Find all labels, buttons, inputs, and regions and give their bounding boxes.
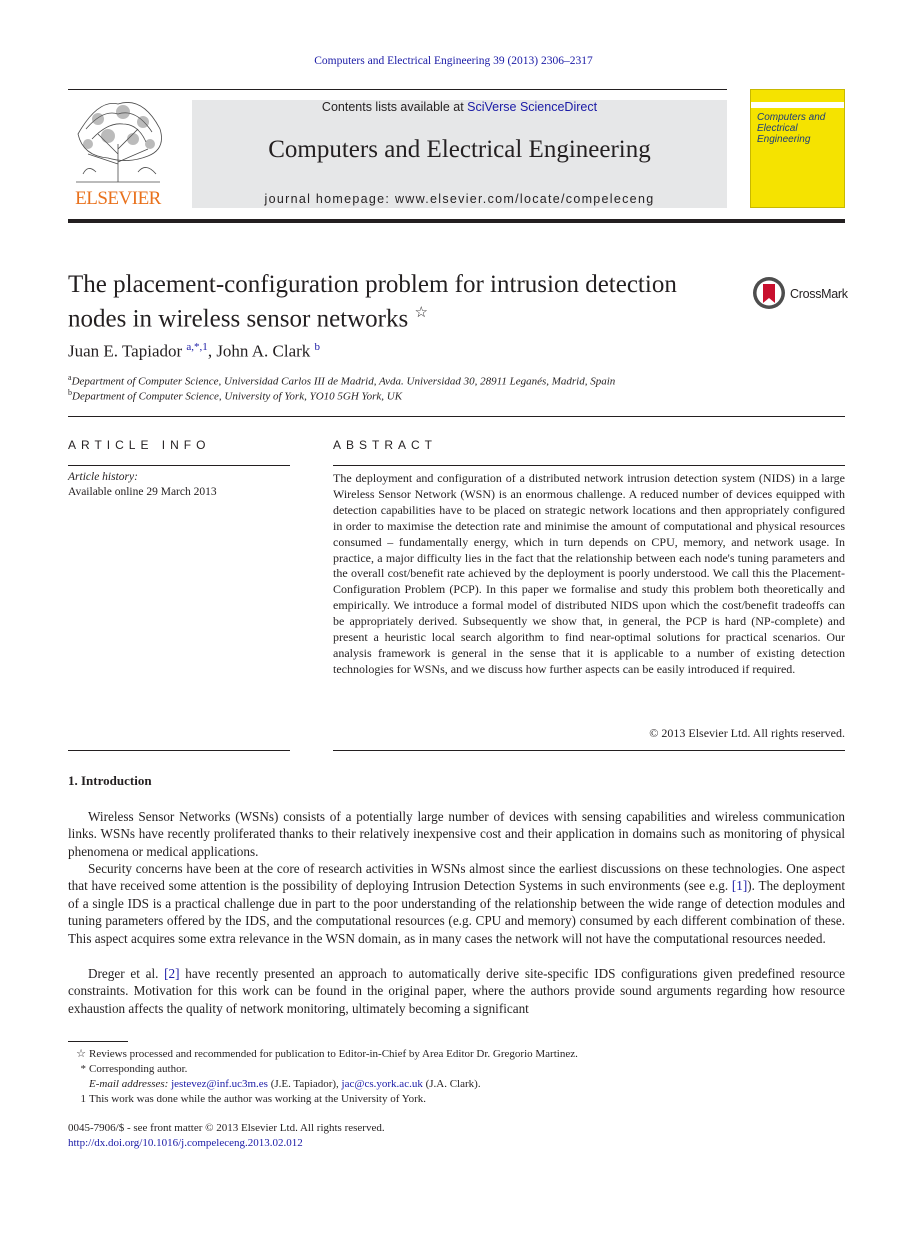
body-paragraph-1 [68,808,845,860]
journal-cover-thumbnail [750,89,845,208]
cover-title: Computers and Electrical Engineering [757,112,826,145]
article-history-value: Available online 29 March 2013 [68,486,217,498]
article-info-bottom-rule [68,750,290,751]
footnote-star-text: Reviews processed and recommended for publication to Editor-in-Chief by Area Editor Dr. Gregorio Martinez. [89,1048,578,1060]
affiliation-b-text: Department of Computer Science, University of York, YO10 5GH York, UK [72,390,403,403]
header-thick-rule [68,219,845,223]
body-paragraph-3 [68,965,845,1017]
journal-title: Computers and Electrical Engineering [268,136,651,163]
author-separator: , [207,341,217,361]
footnote-star [68,1047,845,1061]
paragraph-1-text: Wireless Sensor Networks (WSNs) consists of a potentially large number of devices with sensing capabilities and wireless communication links. WSNs have recently proliferated thanks to their relatively inexpensive cost and their application in domains such as monitoring of physical phenomena or medical applications. [68,809,845,859]
citation-2-link[interactable]: [2] [164,966,180,981]
article-title [68,270,728,333]
footnote-rule [68,1041,128,1042]
affiliation-b [68,388,402,403]
homepage-url[interactable]: www.elsevier.com/locate/compeleceng [394,192,655,206]
affiliation-b-mark: b [68,388,72,397]
article-info-heading: ARTICLE INFO [68,438,211,452]
affiliation-a [68,373,615,388]
article-title-text: The placement-configuration problem for intrusion detection nodes in wireless sensor networks [68,271,677,333]
affiliation-rule [68,416,845,417]
contents-line [192,100,727,114]
abstract-copyright: © 2013 Elsevier Ltd. All rights reserved. [649,726,845,740]
crossmark-icon[interactable] [752,276,786,310]
paragraph-2-text-b: ). The deployment of a single IDS is a practical challenge due in part to the poor understanding of the relationship between the wide range of detection modules and tuning parameters offered by the IDS, and the computational resources (e.g. CPU and memory) consumed by each different combination of these. This aspect acquires some extra relevance in the WSN domain, as in many cases the network will not have the computational resources needed. [68,878,845,946]
footnote-1-mark: 1 [80,1093,86,1105]
paragraph-2-text-a: Security concerns have been at the core of research activities in WSNs almost since the earliest discussions on these technologies. One aspect that have received some attention is the possibility of deploying Intrusion Detection Systems in such environments (see e.g. [68,861,845,894]
section-heading-introduction: 1. Introduction [68,773,152,788]
citation-1-link[interactable]: [1] [731,878,748,894]
elsevier-wordmark: ELSEVIER [75,188,161,209]
footnote-star-mark: ☆ [76,1048,86,1060]
author-list [68,341,320,362]
issn-line: 0045-7906/$ - see front matter © 2013 Elsevier Ltd. All rights reserved. [68,1122,385,1134]
title-footnote-mark[interactable]: ☆ [414,305,428,321]
author-clark-affiliation[interactable]: b [314,341,321,353]
author-clark: John A. Clark [216,341,311,361]
affiliation-a-text: Department of Computer Science, Universidad Carlos III de Madrid, Avda. Universidad 30, 28911 Leganés, Madrid, Spain [71,375,616,388]
homepage-prefix: journal homepage: [264,192,395,206]
abstract-text: The deployment and configuration of a distributed network intrusion detection system (NIDS) in a large Wireless Sensor Network (WSN) is an enormous challenge. A reduced number of devices equipped with detection capabilities have to be placed on strategic network locations and then appropriately configured in order to maximise the detection rate and minimise the amount of computational and physical resources consumed – fundamentally energy, which in turn depends on CPU, memory, and network usage. In practice, a major difficulty lies in the fact that the relationship between each node's tuning parameters and the overall cost/benefit rate achieved by the deployment is poorly understood. We call this the Placement-Configuration Problem (PCP). In this paper we formalise and study this problem both theoretically and empirically. We introduce a formal model of distributed NIDS upon which the cost/benefit tradeoffs can be appropriately derived. Subsequently we show that, in general, the PCP is hard (NP-complete) and present a heuristic local search algorithm to find near-optimal solutions for practical scenarios. Our analysis framework is general in the sense that it is applicable to a number of existing detection technologies for WSNs, and we discuss how further aspects can be easily introduced if required. [333,471,845,676]
abstract-bottom-rule [333,750,845,751]
author-tapiador-affiliation[interactable]: a,*,1 [186,341,208,353]
doi-link[interactable]: http://dx.doi.org/10.1016/j.compeleceng.2013.02.012 [68,1137,303,1149]
abstract-heading: ABSTRACT [333,438,438,452]
footnote-corresponding [68,1062,845,1076]
email-clark-name: (J.A. Clark). [422,1078,481,1090]
author-tapiador: Juan E. Tapiador [68,341,183,361]
email-clark-link[interactable]: jac@cs.york.ac.uk [341,1078,423,1090]
footnote-corresponding-text: Corresponding author. [89,1063,188,1075]
article-info-rule [68,465,290,466]
abstract-rule [333,465,845,466]
paragraph-3-text-b: have recently presented an approach to automatically derive site-specific IDS configurations given predefined resource constraints. Motivation for this work can be found in the original paper, where the authors provide sound arguments regarding how resource exhaustion affects the quality of network monitoring, ultimately becoming a significant [68,966,845,1016]
footnote-1 [68,1092,845,1106]
footnote-email [68,1077,845,1091]
article-history-label: Article history: [68,471,138,483]
footnote-1-text: This work was done while the author was working at the University of York. [89,1093,426,1105]
email-label: E-mail addresses: [89,1078,169,1090]
contents-prefix: Contents lists available at [321,100,468,114]
body-paragraph-2 [68,860,845,947]
sciencedirect-link[interactable]: SciVerse ScienceDirect [467,100,598,114]
email-tapiador-name: (J.E. Tapiador), [267,1078,342,1090]
footnote-asterisk-mark: * [80,1063,86,1075]
affiliation-a-mark: a [68,373,72,382]
header-top-rule [68,89,727,90]
journal-homepage-line [192,192,727,206]
paragraph-3-text-a: Dreger et al. [88,966,165,981]
journal-reference-link[interactable]: Computers and Electrical Engineering 39 (2013) 2306–2317 [314,55,593,67]
email-tapiador-link[interactable]: jestevez@inf.uc3m.es [171,1078,268,1090]
cover-top-band [751,102,844,108]
crossmark-label[interactable]: CrossMark [790,287,848,301]
